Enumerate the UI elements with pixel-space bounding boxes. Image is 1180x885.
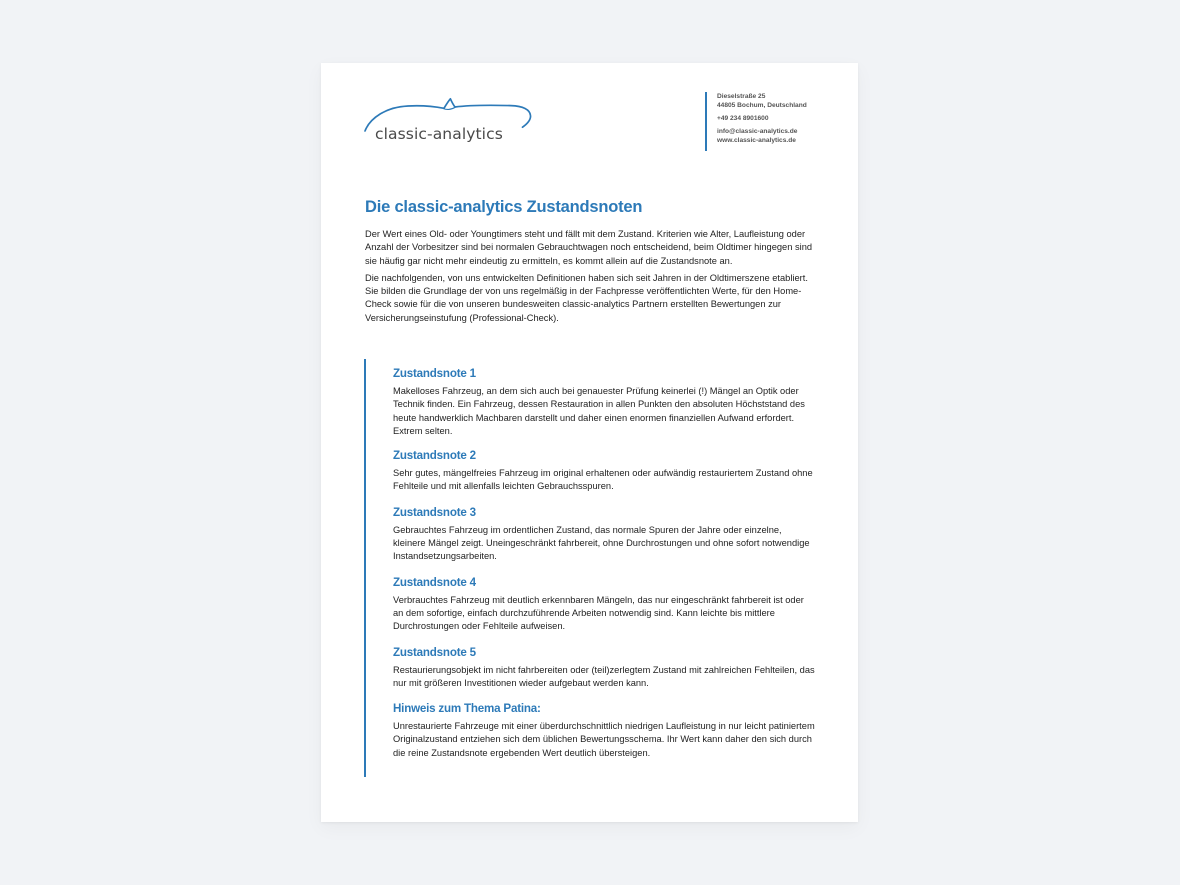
note-text: Sehr gutes, mängelfreies Fahrzeug im original erhaltenen oder aufwändig restauriertem Zustand ohne Fehlteile und mit allenfalls leichten Gebrauchsspuren. — [393, 468, 813, 492]
website-link[interactable]: www.classic-analytics.de — [717, 137, 796, 144]
condition-note-3 — [393, 506, 816, 564]
contact-block — [705, 92, 807, 151]
phone-number: +49 234 8901600 — [717, 115, 769, 122]
online-contact — [717, 127, 807, 145]
email-link[interactable]: info@classic-analytics.de — [717, 128, 798, 135]
address-street: Dieselstraße 25 — [717, 93, 766, 100]
condition-note-4 — [393, 576, 816, 634]
patina-note — [393, 702, 816, 760]
note-heading: Zustandsnote 3 — [393, 505, 476, 519]
document-page — [321, 63, 858, 822]
company-logo — [364, 97, 534, 145]
intro-paragraph: Der Wert eines Old- oder Youngtimers steht und fällt mit dem Zustand. Kriterien wie Alter, Laufleistung oder Anzahl der Vorbesitzer sind bei normalen Gebrauchtwagen noch entscheidend, beim Oldtimer hingegen sind sie häufig gar nicht mehr eindeutig zu ermitteln, es kommt allein auf die Zustandsnote an. — [365, 229, 813, 266]
note-text: Gebrauchtes Fahrzeug im ordentlichen Zustand, das normale Spuren der Jahre oder einzelne, kleinere Mängel zeigt. Uneingeschränkt fahrbereit, ohne Durchrostungen und ohne sofort notwendige Instandsetzungsarbeiten. — [393, 524, 810, 562]
note-text: Restaurierungsobjekt im nicht fahrbereiten oder (teil)zerlegtem Zustand mit zahlreichen Fehlteilen, das nur mit größeren Investitionen wieder aufgebaut werden kann. — [393, 664, 815, 688]
address-city: 44805 Bochum, Deutschland — [717, 102, 807, 109]
condition-notes-list — [364, 359, 816, 777]
note-heading: Zustandsnote 2 — [393, 449, 476, 463]
intro-paragraph: Die nachfolgenden, von uns entwickelten Definitionen haben sich seit Jahren in der Oldtimerszene etabliert. Sie bilden die Grundlage der von uns regelmäßig in der Fachpresse veröffentlichten Werte, für den Home-Check sowie für die von unseren bundesweiten classic-analytics Partnern erstellten Bewertungen zur Versicherungseinstufung (Professional-Check). — [365, 272, 808, 323]
note-heading: Zustandsnote 4 — [393, 575, 476, 589]
condition-note-1 — [393, 359, 816, 438]
note-text: Makelloses Fahrzeug, an dem sich auch bei genauester Prüfung keinerlei (!) Mängel an Optik oder Technik finden. Ein Fahrzeug, dessen Restauration in allen Punkten den absoluten Höchststand des heute handwerklich Machbaren darstellt und daher einen enormen finanziellen Aufwand erfordert. Extrem selten. — [393, 386, 805, 436]
note-text: Verbrauchtes Fahrzeug mit deutlich erkennbaren Mängeln, das nur eingeschränkt fahrbereit ist oder an dem sofortige, einfach durchzuführende Arbeiten notwendig sind. Kann leichte bis mittlere Durchrostungen oder Fehlteile aufweisen. — [393, 594, 804, 632]
note-text: Unrestaurierte Fahrzeuge mit einer überdurchschnittlich niedrigen Laufleistung in nur leicht patiniertem Originalzustand entziehen sich dem üblichen Bewertungsschema. Ihr Wert kann daher den sich durch die reine Zustandsnote ergebenden Wert deutlich übersteigen. — [393, 721, 815, 758]
condition-note-5 — [393, 646, 816, 691]
note-heading: Zustandsnote 5 — [393, 645, 476, 659]
logo-wordmark: classic-analytics — [375, 125, 503, 143]
address — [717, 92, 807, 110]
condition-note-2 — [393, 449, 816, 494]
note-heading: Zustandsnote 1 — [393, 367, 476, 380]
page-title: Die classic-analytics Zustandsnoten — [365, 198, 643, 216]
intro-text — [365, 228, 817, 329]
note-heading: Hinweis zum Thema Patina: — [393, 702, 541, 716]
